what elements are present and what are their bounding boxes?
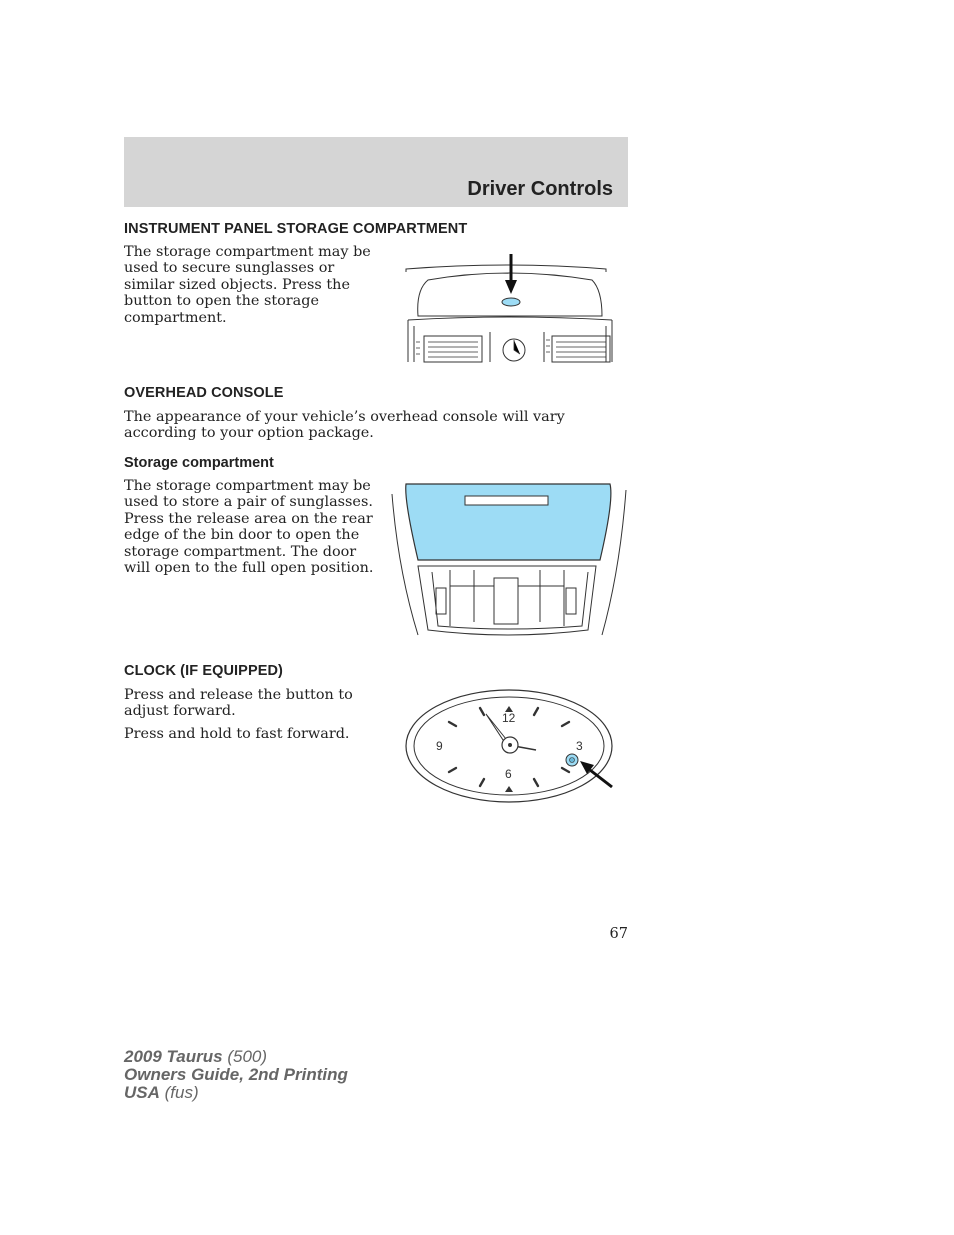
storage-compartment-heading: Storage compartment [124, 455, 274, 471]
ip-storage-text: The storage compartment may be used to secure sunglasses or similar sized objects. Press the button to open the storage compartment. [124, 244, 371, 326]
numeral-3: 3 [576, 739, 583, 753]
header-band [124, 137, 628, 207]
ip-storage-illustration [404, 250, 616, 364]
overhead-text: The appearance of your vehicle’s overhead console will vary according to your option package. [124, 409, 565, 442]
release-area [465, 496, 548, 505]
release-button-icon [502, 298, 520, 306]
clock-text-2: Press and hold to fast forward. [124, 726, 350, 742]
footer [124, 1048, 348, 1102]
numeral-12: 12 [502, 711, 516, 725]
bin-door [406, 484, 611, 560]
clock-heading: CLOCK (IF EQUIPPED) [124, 663, 283, 679]
page-number: 67 [609, 926, 628, 942]
numeral-6: 6 [505, 767, 512, 781]
clock-illustration [404, 688, 618, 804]
section-title: Driver Controls [467, 178, 613, 200]
overhead-heading: OVERHEAD CONSOLE [124, 385, 284, 401]
storage-compartment-text: The storage compartment may be used to store a pair of sunglasses. Press the release area on the rear edge of the bin door to open the storage compartment. The door will open to the full open position. [124, 478, 374, 577]
clock-text-1: Press and release the button to adjust forward. [124, 687, 353, 720]
footer-line-1: 2009 Taurus (500) [124, 1047, 268, 1066]
numeral-9: 9 [436, 739, 443, 753]
overhead-console-illustration [388, 480, 630, 640]
footer-line-2: Owners Guide, 2nd Printing [124, 1065, 348, 1084]
ip-storage-heading: INSTRUMENT PANEL STORAGE COMPARTMENT [124, 221, 468, 237]
footer-line-3: USA (fus) [124, 1083, 199, 1102]
